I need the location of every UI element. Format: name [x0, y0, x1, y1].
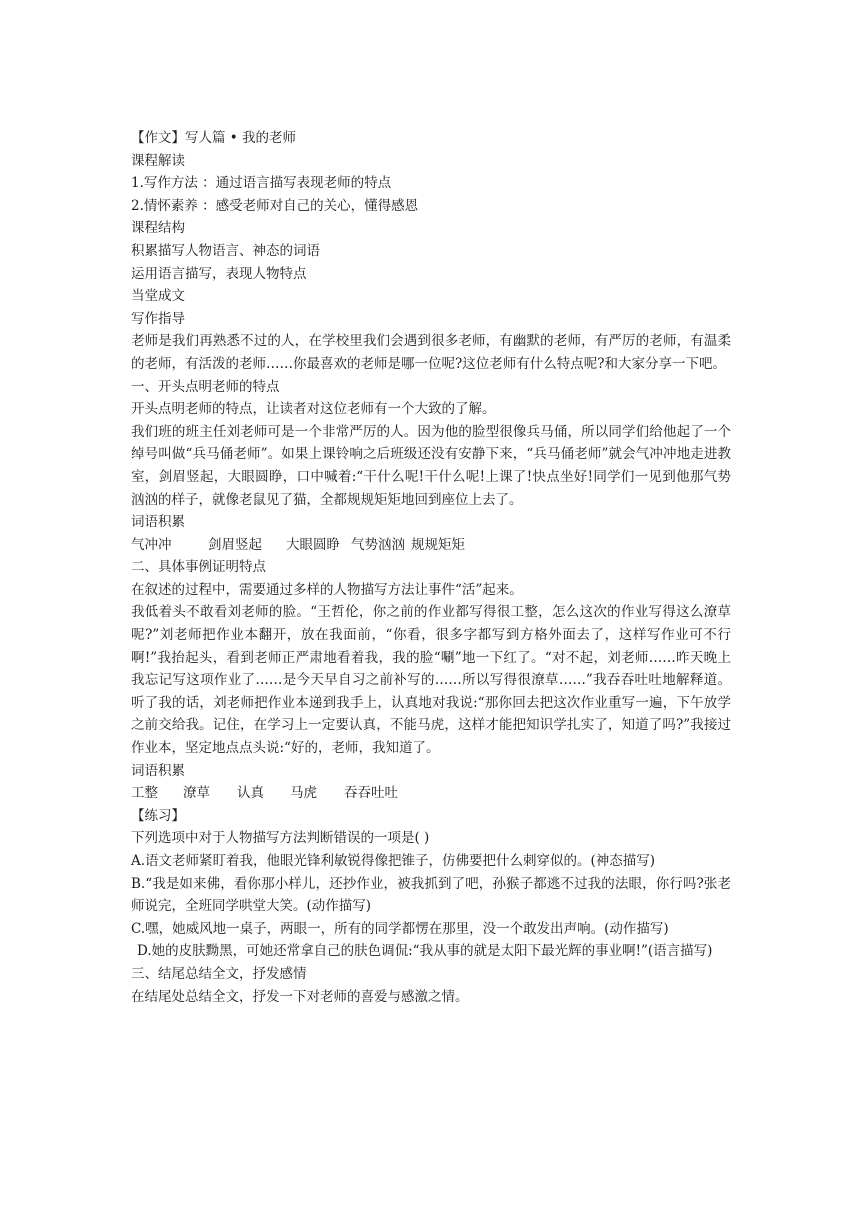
heading-course-reading: 课程解读 — [131, 152, 185, 169]
document-body — [131, 127, 731, 1008]
vocab-word: 吞吞吐吐 — [344, 785, 398, 802]
example-paragraph-2: 我低着头不敢看刘老师的脸。“王哲伦，你之前的作业都写得很工整，怎么这次的作业写得这么潦草呢?”刘老师把作业本翻开，放在我面前，“你看，很多字都写到方格外面去了，这样写作业可不行啊!”我抬起头，看到老师正严肃地看着我，我的脸“唰”地一下红了。“对不起，刘老师……昨天晚上我忘记写这项作业了……是今天早自习之前补写的……所以写得很潦草……”我吞吞吐吐地解释道。听了我的话，刘老师把作业本递到我手上，认真地对我说:“那你回去把这次作业重写一遍，下午放学之前交给我。记住，在学习上一定要认真，不能马虎，这样才能把知识学扎实了，知道了吗?”我接过作业本，坚定地点点头说:“好的，老师，我知道了。 — [131, 604, 731, 757]
section-2-text: 在叙述的过程中，需要通过多样的人物描写方法让事件“活”起来。 — [131, 581, 523, 598]
option-b: B.“我是如来佛，看你那小样儿，还抄作业，被我抓到了吧，孙猴子都逃不过我的法眼，你行吗?张老师说完，全班同学哄堂大笑。(动作描写) — [131, 875, 731, 915]
example-paragraph-1: 我们班的班主任刘老师可是一个非常严厉的人。因为他的脸型很像兵马俑，所以同学们给他起了一个绰号叫做“兵马俑老师”。如果上课铃响之后班级还没有安静下来，“兵马俑老师”就会气冲冲地走进教室，剑眉竖起，大眼圆睁，口中喊着:“干什么呢!干什么呢!上课了!快点坐好!同学们一见到他那气势汹汹的样子，就像老鼠见了猫，全都规规矩矩地回到座位上去了。 — [131, 423, 731, 508]
vocab-word: 气冲冲 — [131, 536, 172, 553]
section-3-heading: 三、结尾总结全文，抒发感情 — [131, 965, 307, 982]
vocab-list-2 — [131, 782, 731, 805]
section-1-heading: 一、开头点明老师的特点 — [131, 378, 280, 395]
vocab-list-1 — [131, 534, 731, 557]
vocab-heading-2: 词语积累 — [131, 762, 185, 779]
option-d: D.她的皮肤黝黑，可她还常拿自己的肤色调侃:“我从事的就是太阳下最光辉的事业啊!”(语言描写) — [137, 943, 713, 960]
vocab-word: 潦草 — [183, 785, 210, 802]
structure-item-2: 运用语言描写，表现人物特点 — [131, 265, 307, 282]
option-c: C.嘿，她威风地一桌子，两眼一，所有的同学都愣在那里，没一个敢发出声响。(动作描写) — [131, 920, 669, 937]
vocab-word: 剑眉竖起 — [208, 536, 262, 553]
heading-guidance: 写作指导 — [131, 310, 185, 327]
structure-item-1: 积累描写人物语言、神态的词语 — [131, 242, 320, 259]
heading-in-class: 当堂成文 — [131, 288, 185, 305]
section-2-heading: 二、具体事例证明特点 — [131, 559, 266, 576]
section-3-text: 在结尾处总结全文，抒发一下对老师的喜爱与感激之情。 — [131, 988, 469, 1005]
section-1-text: 开头点明老师的特点，让读者对这位老师有一个大致的了解。 — [131, 401, 496, 418]
vocab-word: 大眼圆睁 — [286, 536, 340, 553]
practice-heading: 【练习】 — [131, 807, 185, 824]
vocab-word: 马虎 — [290, 785, 317, 802]
vocab-word: 认真 — [237, 785, 264, 802]
emotion-literacy: 2.情怀素养 ：感受老师对自己的关心，懂得感恩 — [131, 197, 419, 214]
intro-paragraph: 老师是我们再熟悉不过的人，在学校里我们会遇到很多老师，有幽默的老师，有严厉的老师，有温柔的老师，有活泼的老师……你最喜欢的老师是哪一位呢?这位老师有什么特点呢?和大家分享一下吧。 — [131, 333, 731, 372]
vocab-word: 气势汹汹 — [351, 536, 405, 553]
heading-course-structure: 课程结构 — [131, 220, 185, 237]
vocab-word: 工整 — [131, 785, 158, 802]
option-a: A.语文老师紧盯着我，他眼光锋利敏锐得像把锥子，仿佛要把什么刺穿似的。(神态描写) — [131, 853, 656, 869]
document-title: 【作文】写人篇 • 我的老师 — [131, 130, 297, 146]
writing-method: 1.写作方法 ：通过语言描写表现老师的特点 — [131, 175, 392, 192]
vocab-heading-1: 词语积累 — [131, 514, 185, 531]
practice-question: 下列选项中对于人物描写方法判断错误的一项是( ) — [131, 830, 430, 847]
vocab-word: 规规矩矩 — [411, 536, 465, 553]
